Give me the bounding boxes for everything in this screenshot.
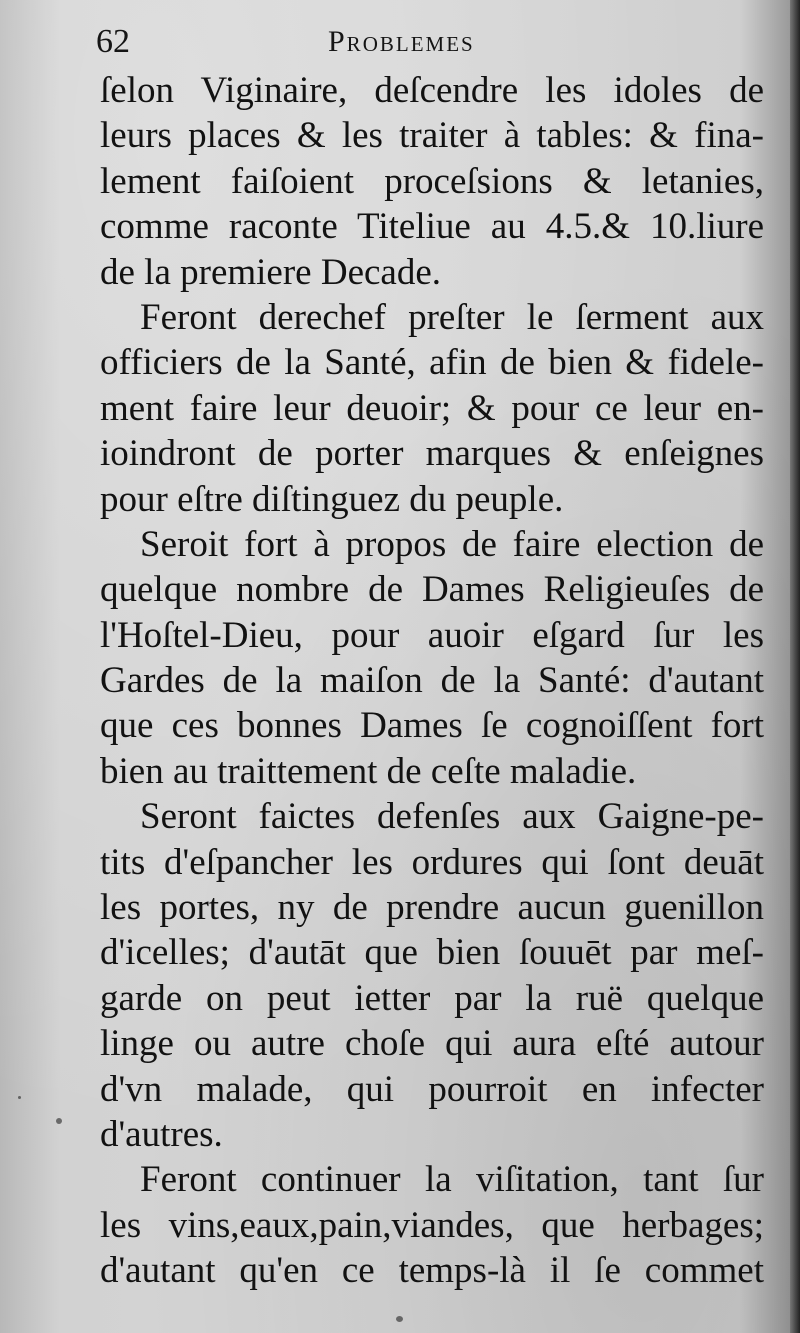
text-line: de la premiere Decade. xyxy=(100,251,442,293)
text-line: linge ou autre choſe qui aura eſté autour xyxy=(100,1023,764,1065)
text-line: officiers de la Santé, afin de bien & fidele- xyxy=(100,342,764,384)
print-speck xyxy=(18,1096,21,1099)
text-line: pour eſtre diſtinguez du peuple. xyxy=(100,478,564,520)
text-line: ſelon Viginaire, deſcendre les idoles de xyxy=(100,70,764,111)
text-line: les vins,eaux,pain,viandes, que herbages; xyxy=(100,1204,764,1246)
text-line: leurs places & les traiter à tables: & fina- xyxy=(100,115,764,157)
text-line: Seroit fort à propos de faire election de xyxy=(140,523,764,565)
text-line: lement faiſoient proceſsions & letanies, xyxy=(100,160,764,202)
text-line: Feront derechef preſter le ſerment aux xyxy=(140,296,764,338)
text-line: ment faire leur deuoir; & pour ce leur en- xyxy=(100,387,764,429)
text-line: Feront continuer la viſitation, tant ſur xyxy=(140,1159,764,1201)
page-number: 62 xyxy=(96,23,130,60)
text-line: Gardes de la maiſon de la Santé: d'autant xyxy=(100,660,764,702)
text-line: ioindront de porter marques & enſeignes xyxy=(100,433,764,475)
text-line: d'icelles; d'autāt que bien ſouuēt par meſ- xyxy=(100,932,764,974)
page-header xyxy=(96,22,656,62)
text-line: les portes, ny de prendre aucun guenillon xyxy=(100,887,764,929)
text-line: d'vn malade, qui pourroit en infecter xyxy=(100,1068,764,1110)
text-line: que ces bonnes Dames ſe cognoiſſent fort xyxy=(100,705,764,747)
text-line: d'autres. xyxy=(100,1113,223,1155)
text-line: comme raconte Titeliue au 4.5.& 10.liure xyxy=(100,206,764,248)
text-line: d'autant qu'en ce temps-là il ſe commet xyxy=(100,1250,764,1292)
book-spine-shadow xyxy=(790,0,800,1333)
text-line: Seront faictes defenſes aux Gaigne-pe- xyxy=(140,796,764,838)
text-line: garde on peut ietter par la ruë quelque xyxy=(100,977,764,1019)
text-line: bien au traittement de ceſte maladie. xyxy=(100,750,637,792)
running-title: Problemes xyxy=(328,25,475,58)
text-line: quelque nombre de Dames Religieuſes de xyxy=(100,569,764,611)
body-text xyxy=(100,68,764,1294)
text-line: l'Hoſtel-Dieu, pour auoir eſgard ſur les xyxy=(100,614,764,656)
print-speck xyxy=(56,1118,62,1124)
text-line: tits d'eſpancher les ordures qui ſont deuāt xyxy=(100,841,764,883)
print-speck xyxy=(396,1316,403,1322)
